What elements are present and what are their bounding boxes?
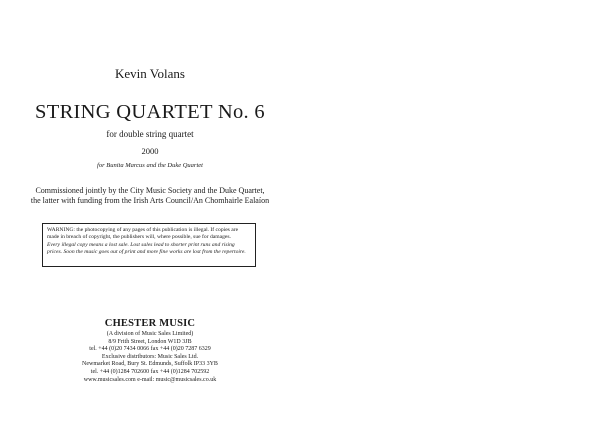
work-title: STRING QUARTET No. 6	[35, 101, 265, 123]
copyright-warning-italic: Every illegal copy means a lost sale. Lost sales lead to shorter print runs and rising prices. Soon the music goes out of print and more fine works are lost from the repertoire.	[47, 242, 246, 255]
publisher-line: tel. +44 (0)1284 702600 fax +44 (0)1284 702592	[90, 368, 210, 375]
commission-line: Commissioned jointly by the City Music Society and the Duke Quartet,	[35, 186, 265, 195]
publisher-line: Newmarket Road, Bury St. Edmunds, Suffolk IP33 3YB	[82, 361, 218, 368]
publisher-line: tel. +44 (0)20 7434 0066 fax +44 (0)20 7287 6329	[89, 346, 211, 353]
composer-name: Kevin Volans	[115, 66, 185, 81]
composition-year: 2000	[141, 146, 159, 156]
commission-line: the latter with funding from the Irish Arts Council/An Chomhairle Ealaíon	[30, 196, 270, 205]
publisher-line: 8/9 Frith Street, London W1D 3JB	[108, 338, 192, 345]
publisher-line: Exclusive distributors: Music Sales Ltd.	[101, 353, 199, 360]
dedication: for Bunita Marcus and the Duke Quartet	[97, 162, 203, 169]
publisher-details	[0, 331, 300, 384]
copyright-warning-text: WARNING: the photocopying of any pages of this publication is illegal. If copies are made in breach of copyright, the publishers will, where possible, sue for damages.	[47, 227, 239, 240]
publisher-name: CHESTER MUSIC	[104, 318, 196, 329]
copyright-warning-box	[42, 223, 256, 267]
commission-note	[0, 186, 300, 206]
instrumentation: for double string quartet	[106, 129, 194, 139]
publisher-line: www.musicsales.com e-mail: music@musicsales.co.uk	[83, 376, 217, 383]
blank-facing-page	[300, 0, 600, 424]
publisher-line: (A division of Music Sales Limited)	[106, 331, 194, 337]
